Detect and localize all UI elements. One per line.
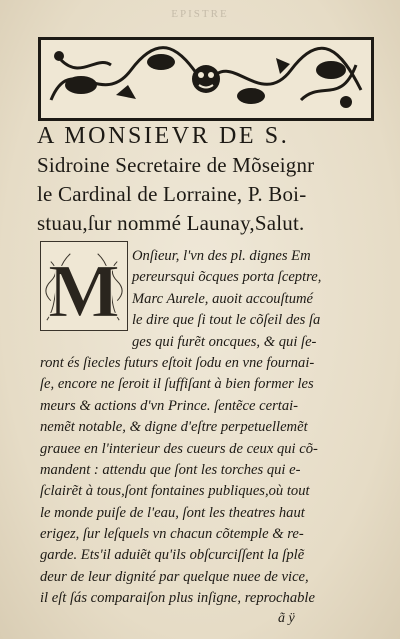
headpiece-ornament-icon <box>41 40 371 118</box>
body-text <box>40 246 352 610</box>
text-line: le dire que ſi tout le cõſeil des ſa <box>132 312 321 329</box>
text-line: ſe, encore ne ſeroit il ſuffiſant à bien former les <box>40 376 314 393</box>
text-line: Onſieur, l'vn des pl. dignes Em <box>132 248 311 264</box>
text-line: Marc Aurele, auoit accouſtumé <box>132 290 314 307</box>
text-line: ront és ſiecles futurs eſtoit ſodu en vne fournai- <box>40 354 315 371</box>
text-line: grauee en l'interieur des cueurs de ceux qui cõ- <box>40 440 318 457</box>
text-line: garde. Ets'il aduiẽt qu'ils obſcurciſſent la ſplẽ <box>40 547 305 564</box>
text-line: ges qui furẽt oncques, & qui ſe- <box>132 333 317 350</box>
dedication-title <box>37 121 377 238</box>
text-line: le monde puiſe de l'eau, ſont les theatres haut <box>40 504 305 521</box>
ornamental-headpiece <box>38 37 374 121</box>
text-line: mandent : attendu que ſont les torches qui e- <box>40 461 301 478</box>
title-line: A MONSIEVR DE S. <box>37 123 290 149</box>
title-line: le Cardinal de Lorraine, P. Boi- <box>37 182 307 206</box>
title-line: Sidroine Secretaire de Mõseignr <box>37 153 315 177</box>
text-line: ſclairẽt à tous,ſont fontaines publiques,où tout <box>40 483 310 500</box>
text-line: nemẽt notable, & digne d'eſtre perpetuellemẽt <box>40 419 308 436</box>
catchword: ã ÿ <box>278 611 295 626</box>
initial-letter: M <box>48 249 120 330</box>
text-line: deur de leur dignité par quelque nuee de vice, <box>40 568 309 585</box>
running-head: EPISTRE <box>171 8 229 20</box>
text-line: meurs & actions d'vn Prince. ſentẽce certai- <box>40 397 299 414</box>
text-line: pereursqui õcques porta ſceptre, <box>132 269 322 286</box>
text-line: il eſt ſás comparaiſon plus inſigne, reprochable <box>40 590 315 607</box>
text-line: erigez, ſur leſquels vn chacun cõtemple & re- <box>40 526 304 543</box>
title-line: stuau,ſur nommé Launay,Salut. <box>37 211 305 235</box>
